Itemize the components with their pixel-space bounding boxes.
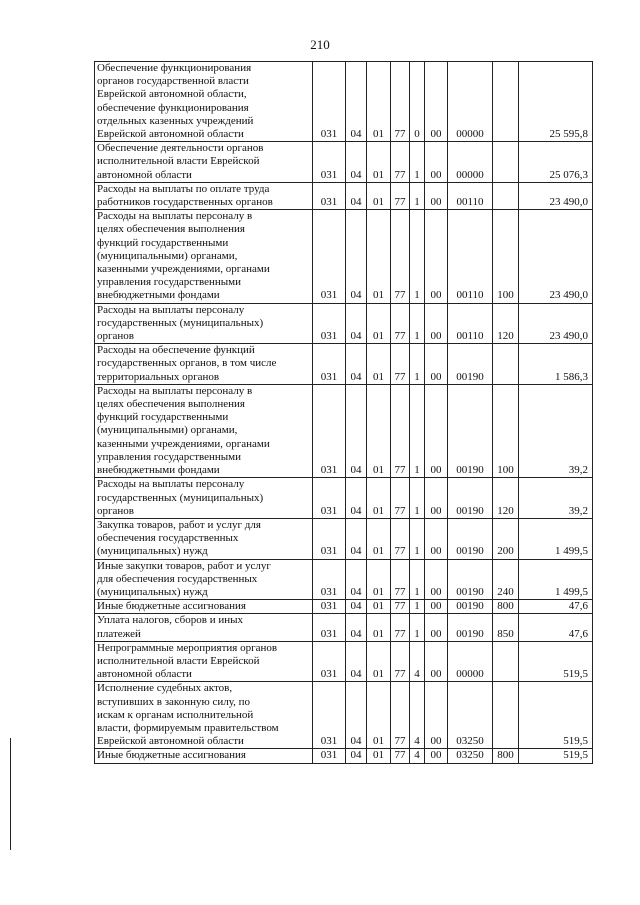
amount-cell: 1 499,5: [519, 518, 593, 559]
admin-code-cell: 031: [313, 641, 346, 682]
event-code-cell: 00: [425, 559, 448, 600]
admin-code-cell: 031: [313, 182, 346, 209]
direction-code-cell: 00110: [448, 182, 493, 209]
subprogram-code-cell: 1: [410, 303, 425, 344]
subsection-code-cell: 01: [367, 478, 391, 519]
subsection-code-cell: 01: [367, 142, 391, 183]
subprogram-code-cell: 1: [410, 182, 425, 209]
expense-name-cell: Иные бюджетные ассигнования: [95, 749, 313, 763]
subsection-code-cell: 01: [367, 614, 391, 641]
amount-cell: 39,2: [519, 478, 593, 519]
expense-type-cell: 100: [493, 210, 519, 303]
direction-code-cell: 00190: [448, 600, 493, 614]
section-code-cell: 04: [346, 62, 367, 142]
subprogram-code-cell: 1: [410, 559, 425, 600]
program-code-cell: 77: [391, 600, 410, 614]
table-row: [95, 559, 593, 600]
admin-code-cell: 031: [313, 600, 346, 614]
amount-cell: 25 595,8: [519, 62, 593, 142]
subsection-code-cell: 01: [367, 682, 391, 749]
program-code-cell: 77: [391, 559, 410, 600]
subprogram-code-cell: 4: [410, 641, 425, 682]
expense-name-cell: Закупка товаров, работ и услуг для обеспечения государственных (муниципальных) нужд: [95, 518, 313, 559]
expense-name-cell: Иные бюджетные ассигнования: [95, 600, 313, 614]
table-row: [95, 600, 593, 614]
table-row: [95, 518, 593, 559]
admin-code-cell: 031: [313, 303, 346, 344]
expense-type-cell: 800: [493, 749, 519, 763]
table-row: [95, 478, 593, 519]
expense-type-cell: 800: [493, 600, 519, 614]
direction-code-cell: 00190: [448, 384, 493, 477]
amount-cell: 39,2: [519, 384, 593, 477]
event-code-cell: 00: [425, 303, 448, 344]
admin-code-cell: 031: [313, 62, 346, 142]
program-code-cell: 77: [391, 182, 410, 209]
expense-type-cell: 100: [493, 384, 519, 477]
table-row: [95, 303, 593, 344]
program-code-cell: 77: [391, 210, 410, 303]
subsection-code-cell: 01: [367, 518, 391, 559]
subprogram-code-cell: 0: [410, 62, 425, 142]
subsection-code-cell: 01: [367, 344, 391, 385]
section-code-cell: 04: [346, 344, 367, 385]
direction-code-cell: 00190: [448, 559, 493, 600]
program-code-cell: 77: [391, 682, 410, 749]
admin-code-cell: 031: [313, 384, 346, 477]
expense-type-cell: [493, 344, 519, 385]
subprogram-code-cell: 4: [410, 749, 425, 763]
table-row: [95, 641, 593, 682]
event-code-cell: 00: [425, 62, 448, 142]
event-code-cell: 00: [425, 641, 448, 682]
subsection-code-cell: 01: [367, 62, 391, 142]
section-code-cell: 04: [346, 641, 367, 682]
expense-name-cell: Расходы на выплаты персоналу в целях обеспечения выполнения функций государственными (муниципальными) органами, казенными учреждениями, органами управления государственными внебюджетными фондами: [95, 210, 313, 303]
budget-table: [94, 61, 593, 764]
event-code-cell: 00: [425, 600, 448, 614]
expense-type-cell: 120: [493, 303, 519, 344]
expense-type-cell: [493, 682, 519, 749]
subsection-code-cell: 01: [367, 600, 391, 614]
event-code-cell: 00: [425, 344, 448, 385]
direction-code-cell: 00190: [448, 478, 493, 519]
admin-code-cell: 031: [313, 210, 346, 303]
table-row: [95, 142, 593, 183]
direction-code-cell: 00190: [448, 344, 493, 385]
subprogram-code-cell: 1: [410, 600, 425, 614]
section-code-cell: 04: [346, 384, 367, 477]
direction-code-cell: 03250: [448, 749, 493, 763]
amount-cell: 519,5: [519, 641, 593, 682]
amount-cell: 23 490,0: [519, 182, 593, 209]
subprogram-code-cell: 1: [410, 344, 425, 385]
section-code-cell: 04: [346, 749, 367, 763]
amount-cell: 519,5: [519, 682, 593, 749]
direction-code-cell: 03250: [448, 682, 493, 749]
table-row: [95, 62, 593, 142]
section-code-cell: 04: [346, 210, 367, 303]
program-code-cell: 77: [391, 518, 410, 559]
expense-name-cell: Расходы на выплаты персоналу государственных (муниципальных) органов: [95, 303, 313, 344]
subsection-code-cell: 01: [367, 384, 391, 477]
section-code-cell: 04: [346, 518, 367, 559]
subprogram-code-cell: 1: [410, 614, 425, 641]
event-code-cell: 00: [425, 682, 448, 749]
expense-type-cell: [493, 641, 519, 682]
expense-name-cell: Расходы на обеспечение функций государственных органов, в том числе территориальных органов: [95, 344, 313, 385]
event-code-cell: 00: [425, 142, 448, 183]
direction-code-cell: 00000: [448, 62, 493, 142]
direction-code-cell: 00110: [448, 303, 493, 344]
admin-code-cell: 031: [313, 559, 346, 600]
expense-name-cell: Обеспечение деятельности органов исполнительной власти Еврейской автономной области: [95, 142, 313, 183]
event-code-cell: 00: [425, 749, 448, 763]
admin-code-cell: 031: [313, 518, 346, 559]
section-code-cell: 04: [346, 182, 367, 209]
subsection-code-cell: 01: [367, 749, 391, 763]
section-code-cell: 04: [346, 559, 367, 600]
subsection-code-cell: 01: [367, 210, 391, 303]
expense-name-cell: Расходы на выплаты персоналу в целях обеспечения выполнения функций государственными (муниципальными) органами, казенными учреждениями, органами управления государственными внебюджетными фондами: [95, 384, 313, 477]
expense-name-cell: Расходы на выплаты по оплате труда работников государственных органов: [95, 182, 313, 209]
direction-code-cell: 00000: [448, 641, 493, 682]
admin-code-cell: 031: [313, 142, 346, 183]
program-code-cell: 77: [391, 142, 410, 183]
admin-code-cell: 031: [313, 682, 346, 749]
subsection-code-cell: 01: [367, 303, 391, 344]
program-code-cell: 77: [391, 478, 410, 519]
table-row: [95, 210, 593, 303]
program-code-cell: 77: [391, 384, 410, 477]
amount-cell: 1 586,3: [519, 344, 593, 385]
admin-code-cell: 031: [313, 478, 346, 519]
expense-type-cell: 120: [493, 478, 519, 519]
direction-code-cell: 00000: [448, 142, 493, 183]
amount-cell: 23 490,0: [519, 210, 593, 303]
direction-code-cell: 00190: [448, 518, 493, 559]
amount-cell: 47,6: [519, 600, 593, 614]
section-code-cell: 04: [346, 478, 367, 519]
program-code-cell: 77: [391, 614, 410, 641]
subprogram-code-cell: 1: [410, 478, 425, 519]
amount-cell: 25 076,3: [519, 142, 593, 183]
table-row: [95, 384, 593, 477]
amount-cell: 1 499,5: [519, 559, 593, 600]
direction-code-cell: 00190: [448, 614, 493, 641]
expense-name-cell: Иные закупки товаров, работ и услуг для обеспечения государственных (муниципальных) нужд: [95, 559, 313, 600]
admin-code-cell: 031: [313, 749, 346, 763]
table-row: [95, 682, 593, 749]
expense-type-cell: 240: [493, 559, 519, 600]
subprogram-code-cell: 1: [410, 518, 425, 559]
subprogram-code-cell: 4: [410, 682, 425, 749]
section-code-cell: 04: [346, 682, 367, 749]
subsection-code-cell: 01: [367, 182, 391, 209]
event-code-cell: 00: [425, 614, 448, 641]
event-code-cell: 00: [425, 384, 448, 477]
expense-name-cell: Расходы на выплаты персоналу государственных (муниципальных) органов: [95, 478, 313, 519]
expense-name-cell: Уплата налогов, сборов и иных платежей: [95, 614, 313, 641]
amount-cell: 47,6: [519, 614, 593, 641]
expense-name-cell: Исполнение судебных актов, вступивших в законную силу, по искам к органам исполнительной власти, формируемым правительством Еврейской автономной области: [95, 682, 313, 749]
program-code-cell: 77: [391, 344, 410, 385]
table-row: [95, 749, 593, 763]
subprogram-code-cell: 1: [410, 142, 425, 183]
section-code-cell: 04: [346, 600, 367, 614]
direction-code-cell: 00110: [448, 210, 493, 303]
event-code-cell: 00: [425, 478, 448, 519]
event-code-cell: 00: [425, 182, 448, 209]
event-code-cell: 00: [425, 210, 448, 303]
amount-cell: 23 490,0: [519, 303, 593, 344]
section-code-cell: 04: [346, 142, 367, 183]
subprogram-code-cell: 1: [410, 210, 425, 303]
expense-type-cell: 200: [493, 518, 519, 559]
subsection-code-cell: 01: [367, 641, 391, 682]
program-code-cell: 77: [391, 641, 410, 682]
expense-type-cell: [493, 182, 519, 209]
expense-type-cell: 850: [493, 614, 519, 641]
page-number: 210: [310, 37, 330, 52]
admin-code-cell: 031: [313, 344, 346, 385]
expense-type-cell: [493, 62, 519, 142]
table-body: [95, 62, 593, 764]
expense-type-cell: [493, 142, 519, 183]
subprogram-code-cell: 1: [410, 384, 425, 477]
program-code-cell: 77: [391, 62, 410, 142]
table-row: [95, 344, 593, 385]
program-code-cell: 77: [391, 303, 410, 344]
amount-cell: 519,5: [519, 749, 593, 763]
table-row: [95, 182, 593, 209]
margin-line: [10, 738, 11, 850]
event-code-cell: 00: [425, 518, 448, 559]
table-row: [95, 614, 593, 641]
expense-name-cell: Обеспечение функционирования органов государственной власти Еврейской автономной области, обеспечение функционирования отдельных казенных учреждений Еврейской автономной области: [95, 62, 313, 142]
section-code-cell: 04: [346, 614, 367, 641]
expense-name-cell: Непрограммные мероприятия органов исполнительной власти Еврейской автономной области: [95, 641, 313, 682]
program-code-cell: 77: [391, 749, 410, 763]
subsection-code-cell: 01: [367, 559, 391, 600]
admin-code-cell: 031: [313, 614, 346, 641]
section-code-cell: 04: [346, 303, 367, 344]
